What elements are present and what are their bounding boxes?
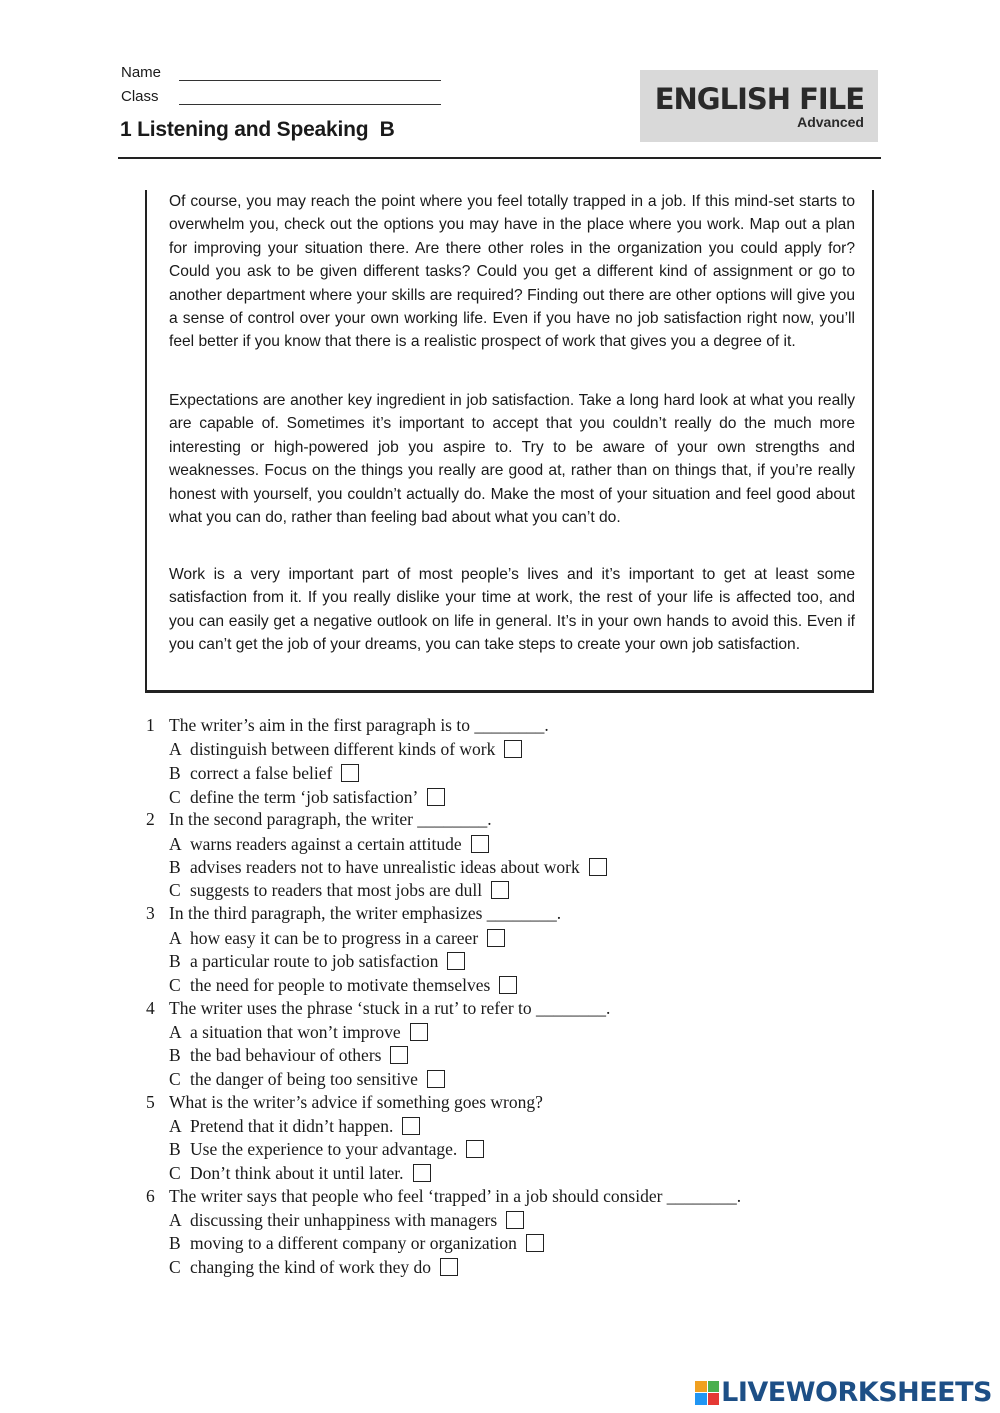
answer-checkbox[interactable] [427, 788, 445, 806]
answer-checkbox[interactable] [506, 1211, 524, 1229]
option-1c [169, 787, 445, 807]
answer-checkbox[interactable] [504, 740, 522, 758]
option-6a [169, 1210, 524, 1230]
option-text: discussing their unhappiness with managers [190, 1210, 498, 1230]
question-3 [146, 903, 561, 923]
option-4b [169, 1045, 408, 1065]
answer-checkbox[interactable] [471, 835, 489, 853]
question-2 [146, 809, 492, 829]
option-1b [169, 763, 359, 783]
liveworksheets-icon [695, 1381, 719, 1405]
option-text: suggests to readers that most jobs are dull [190, 880, 483, 900]
option-letter: B [169, 951, 181, 971]
name-line[interactable] [179, 66, 441, 81]
question-text: The writer’s aim in the first paragraph is to ________. [169, 715, 549, 735]
class-field [121, 88, 159, 106]
name-label: Name [121, 64, 162, 81]
option-letter: C [169, 1257, 181, 1277]
answer-checkbox[interactable] [466, 1140, 484, 1158]
option-letter: C [169, 975, 181, 995]
question-number: 6 [146, 1186, 155, 1206]
option-text: changing the kind of work they do [190, 1257, 432, 1277]
option-3c [169, 975, 517, 995]
option-text: correct a false belief [190, 763, 333, 783]
reading-passage-box [145, 190, 874, 693]
header-divider [118, 157, 881, 159]
option-text: Don’t think about it until later. [190, 1163, 404, 1183]
answer-checkbox[interactable] [499, 976, 517, 994]
question-number: 2 [146, 809, 155, 829]
answer-checkbox[interactable] [487, 929, 505, 947]
name-field [121, 64, 161, 82]
option-text: define the term ‘job satisfaction’ [190, 787, 419, 807]
brand-main-text: ENGLISH FILE [654, 82, 864, 116]
question-6 [146, 1186, 741, 1206]
option-6b [169, 1233, 544, 1253]
option-6c [169, 1257, 458, 1277]
option-text: a situation that won’t improve [190, 1022, 401, 1042]
answer-checkbox[interactable] [491, 881, 509, 899]
answer-checkbox[interactable] [589, 858, 607, 876]
question-number: 5 [146, 1092, 155, 1112]
liveworksheets-text: LIVEWORKSHEETS [721, 1377, 992, 1408]
option-letter: B [169, 857, 181, 877]
option-letter: A [169, 1210, 182, 1230]
option-text: Use the experience to your advantage. [190, 1139, 458, 1159]
question-5 [146, 1092, 543, 1112]
option-text: moving to a different company or organization [190, 1233, 517, 1253]
option-letter: A [169, 928, 182, 948]
option-text: the bad behaviour of others [190, 1045, 382, 1065]
question-number: 4 [146, 998, 155, 1018]
answer-checkbox[interactable] [440, 1258, 458, 1276]
question-4 [146, 998, 610, 1018]
option-letter: B [169, 1045, 181, 1065]
answer-checkbox[interactable] [341, 764, 359, 782]
answer-checkbox[interactable] [390, 1046, 408, 1064]
option-letter: B [169, 1139, 181, 1159]
answer-checkbox[interactable] [427, 1070, 445, 1088]
option-4c [169, 1069, 445, 1089]
reading-paragraph-3: Work is a very important part of most people’s lives and it’s important to get at least some satisfaction from it. If you really dislike your time at work, the rest of your life is affected too, and you can easily get a negative outlook on life in general. It’s in your own hands to avoid this. Even if you can’t get the job of your dreams, you can take steps to create your own job satisfaction. [169, 566, 855, 654]
answer-checkbox[interactable] [410, 1023, 428, 1041]
class-label: Class [121, 88, 159, 105]
logo-square [695, 1393, 707, 1405]
brand-sub-text: Advanced [797, 114, 864, 130]
option-letter: A [169, 834, 182, 854]
option-letter: A [169, 1116, 182, 1136]
option-2a [169, 834, 489, 854]
option-3a [169, 928, 505, 948]
option-text: warns readers against a certain attitude [190, 834, 462, 854]
worksheet-title: 1 Listening and Speaking B [120, 118, 395, 141]
option-text: advises readers not to have unrealistic ideas about work [190, 857, 580, 877]
option-3b [169, 951, 465, 971]
option-text: how easy it can be to progress in a career [190, 928, 479, 948]
option-text: the danger of being too sensitive [190, 1069, 418, 1089]
reading-paragraph-2: Expectations are another key ingredient in job satisfaction. Take a long hard look at what you really are capable of. Sometimes it’s important to accept that you couldn’t really do the much more interesting or high-powered job you aspire to. Try to be aware of your own strengths and weaknesses. Focus on the things you really are good at, rather than on things that, if you’re really honest with yourself, you couldn’t actually do. Make the most of your situation and feel good about what you can do, rather than feeling bad about what you can’t do. [169, 392, 855, 527]
question-text: In the second paragraph, the writer ________. [169, 809, 492, 829]
option-text: the need for people to motivate themselves [190, 975, 491, 995]
question-text: The writer says that people who feel ‘trapped’ in a job should consider ________. [169, 1186, 742, 1206]
question-text: What is the writer’s advice if something goes wrong? [169, 1092, 543, 1112]
class-line[interactable] [179, 90, 441, 105]
option-letter: C [169, 1163, 181, 1183]
option-letter: C [169, 880, 181, 900]
question-1 [146, 715, 549, 735]
liveworksheets-logo [695, 1377, 992, 1408]
english-file-logo [640, 70, 878, 142]
question-number: 3 [146, 903, 155, 923]
option-text: a particular route to job satisfaction [190, 951, 439, 971]
option-2c [169, 880, 509, 900]
option-4a [169, 1022, 428, 1042]
option-1a [169, 739, 522, 759]
logo-square [708, 1393, 720, 1405]
question-text: In the third paragraph, the writer emphasizes ________. [169, 903, 562, 923]
question-text: The writer uses the phrase ‘stuck in a rut’ to refer to ________. [169, 998, 611, 1018]
option-text: Pretend that it didn’t happen. [190, 1116, 394, 1136]
option-5c [169, 1163, 431, 1183]
option-text: distinguish between different kinds of work [190, 739, 496, 759]
question-number: 1 [146, 715, 155, 735]
answer-checkbox[interactable] [413, 1164, 431, 1182]
option-5a [169, 1116, 420, 1136]
option-letter: B [169, 763, 181, 783]
answer-checkbox[interactable] [526, 1234, 544, 1252]
option-5b [169, 1139, 484, 1159]
option-letter: A [169, 739, 182, 759]
reading-paragraph-1: Of course, you may reach the point where you feel totally trapped in a job. If this mind-set starts to overwhelm you, check out the options you may have in the place where you work. Map out a plan for improving your situation there. Are there other roles in the organization you could apply for? Could you ask to be given different tasks? Could you get a different kind of assignment or go to another department where your skills are required? Finding out there are other options will give you a sense of control over your own working life. Even if you have no job satisfaction right now, you’ll feel better if you know that there is a realistic prospect of work that gives you a degree of it. [169, 193, 855, 351]
option-letter: B [169, 1233, 181, 1253]
logo-square [695, 1381, 707, 1393]
logo-square [708, 1381, 720, 1393]
option-2b [169, 857, 607, 877]
option-letter: C [169, 1069, 181, 1089]
answer-checkbox[interactable] [402, 1117, 420, 1135]
option-letter: C [169, 787, 181, 807]
answer-checkbox[interactable] [447, 952, 465, 970]
option-letter: A [169, 1022, 182, 1042]
